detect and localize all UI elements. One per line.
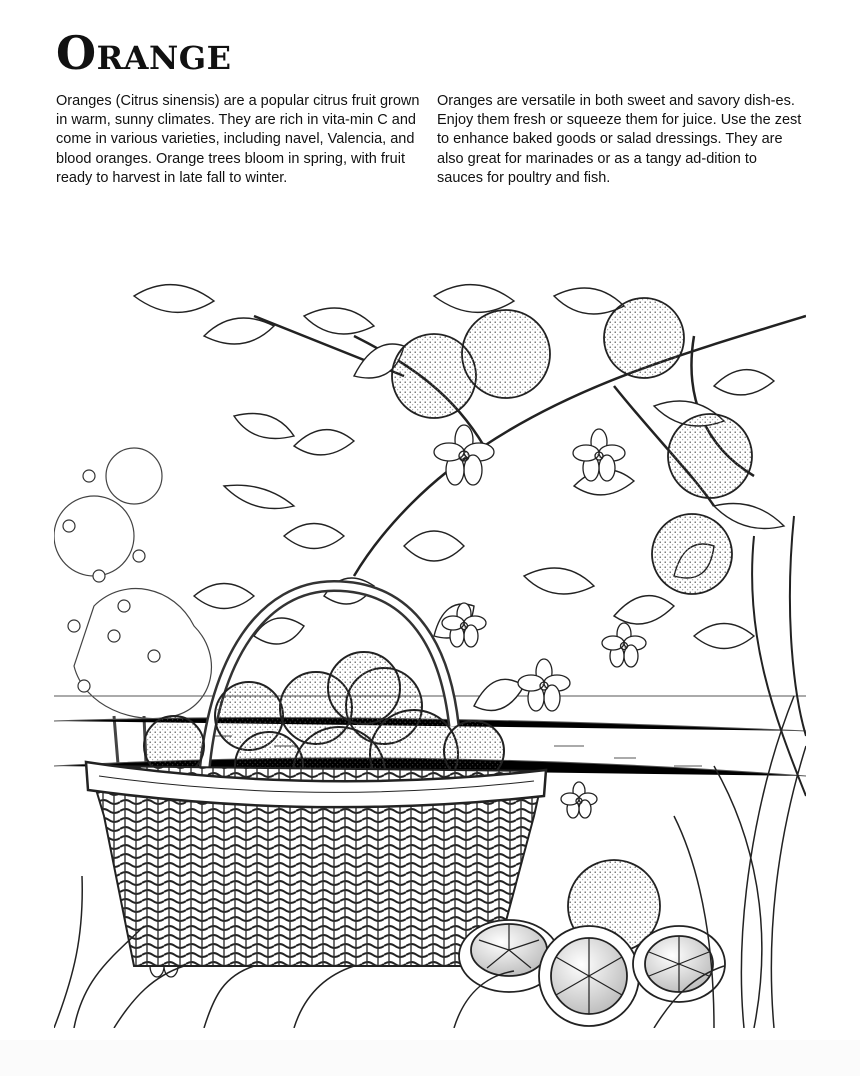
- page-title: Orange: [56, 26, 232, 80]
- page-footer-band: [0, 1040, 860, 1076]
- description-paragraph: Oranges (Citrus sinensis) are a popular citrus fruit grown in warm, sunny climates. They are rich in vita-min C and come in various varieties, including navel, Valencia, and blood oranges. Orange trees bloom in spring, with fruit ready to harvest in late fall to winter.: [56, 93, 420, 186]
- usage-paragraph: Oranges are versatile in both sweet and savory dish-es. Enjoy them fresh or squeeze them for juice. Use the zest to enhance baked goods or salad dressings. They are also great for marinades or as a tangy ad-dition to sauces for poultry and fish.: [437, 93, 802, 186]
- coloring-illustration: [54, 276, 806, 1028]
- orange-half-2: [539, 926, 639, 1026]
- tree-trunk: [752, 516, 806, 796]
